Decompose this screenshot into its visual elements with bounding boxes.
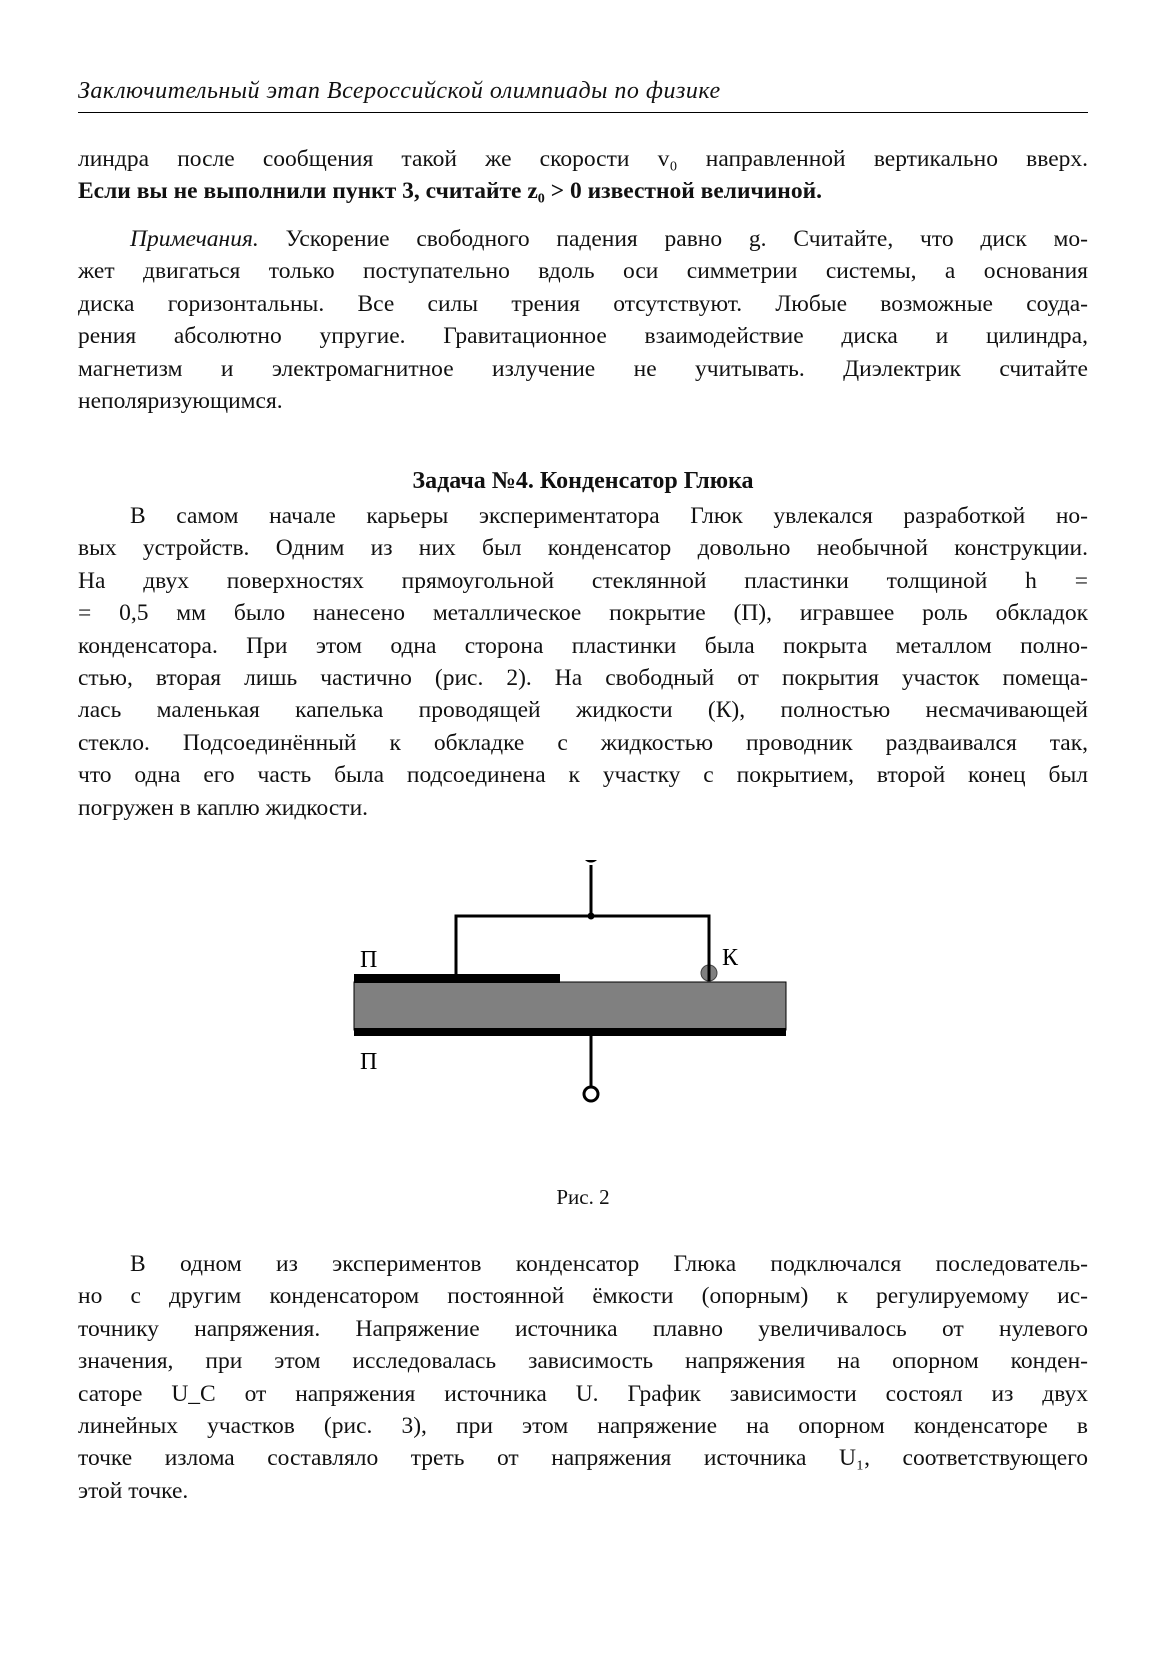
task-title: Задача №4. Конденсатор Глюка [412, 468, 754, 494]
text-line: точнику напряжения. Напряжение источника плавно увеличивалось от нулевого [78, 1315, 1088, 1342]
text-line: неполяризующимся. [78, 388, 283, 415]
text-line: саторе U_C от напряжения источника U. График зависимости состоял из двух [78, 1380, 1088, 1407]
text-line: точке излома составляло треть от напряжения источника U₁, соответствующего [78, 1445, 1088, 1472]
text-line: диска горизонтальны. Все силы трения отсутствуют. Любые возможные соуда- [78, 290, 1088, 317]
header-rule [78, 112, 1088, 113]
text-line: что одна его часть была подсоединена к участку с покрытием, второй конец был [78, 762, 1088, 789]
text-line: = 0,5 мм было нанесено металлическое покрытие (П), игравшее роль обкладок [78, 600, 1088, 627]
notes-label: Примечания. [130, 226, 259, 252]
bold-instruction: Если вы не выполнили пункт 3, считайте z₀ > 0 известной величиной. [78, 178, 823, 205]
text-line: но с другим конденсатором постоянной ёмкости (опорным) к регулируемому ис- [78, 1283, 1088, 1310]
junction-node [588, 913, 595, 920]
text-line: лась маленькая капелька проводящей жидкости (К), полностью несмачивающей [78, 697, 1088, 724]
running-header: Заключительный этап Всероссийской олимпиады по физике [78, 78, 721, 104]
forked-conductor [456, 916, 709, 978]
top-partial-metal-coating [354, 974, 560, 983]
capacitor-figure [320, 860, 820, 1170]
text-line: значения, при этом исследовалась зависимость напряжения на опорном конден- [78, 1348, 1088, 1375]
text-line: стекло. Подсоединённый к обкладке с жидкостью проводник раздваивался так, [78, 729, 1088, 756]
text-line: конденсатора. При этом одна сторона пластинки была покрыта металлом полно- [78, 632, 1088, 659]
text-line: вых устройств. Одним из них был конденсатор довольно необычной конструкции. [78, 535, 1088, 562]
notes-paragraph [78, 223, 1088, 417]
previous-task-tail [78, 143, 1088, 208]
text-line: В самом начале карьеры экспериментатора Глюк увлекался разработкой но- [130, 503, 1088, 529]
task-paragraph-2 [78, 1248, 1088, 1507]
top-terminal [584, 860, 598, 861]
text-line: рения абсолютно упругие. Гравитационное взаимодействие диска и цилиндра, [78, 323, 1088, 350]
figure-caption: Рис. 2 [556, 1185, 610, 1209]
text-line: Ускорение свободного падения равно g. Считайте, что диск мо- [258, 226, 1088, 252]
label-bottom-plate: П [360, 1049, 378, 1075]
glass-plate [354, 982, 786, 1030]
bottom-terminal [584, 1087, 598, 1101]
text-line: этой точке. [78, 1477, 189, 1504]
label-top-plate: П [360, 947, 378, 973]
task-paragraph-1 [78, 500, 1088, 824]
label-drop: К [722, 945, 739, 971]
text-line: линейных участков (рис. 3), при этом напряжение на опорном конденсаторе в [78, 1413, 1088, 1440]
bottom-metal-coating [354, 1028, 786, 1036]
text-line: линдра после сообщения такой же скорости v₀ направленной вертикально вверх. [78, 146, 1088, 172]
text-line: магнетизм и электромагнитное излучение не учитывать. Диэлектрик считайте [78, 355, 1088, 382]
text-line: погружен в каплю жидкости. [78, 794, 369, 821]
text-line: В одном из экспериментов конденсатор Глюка подключался последователь- [130, 1251, 1088, 1277]
text-line: стью, вторая лишь частично (рис. 2). На свободный от покрытия участок помеща- [78, 665, 1088, 692]
text-line: На двух поверхностях прямоугольной стеклянной пластинки толщиной h = [78, 567, 1088, 594]
text-line: жет двигаться только поступательно вдоль оси симметрии системы, а основания [78, 258, 1088, 285]
